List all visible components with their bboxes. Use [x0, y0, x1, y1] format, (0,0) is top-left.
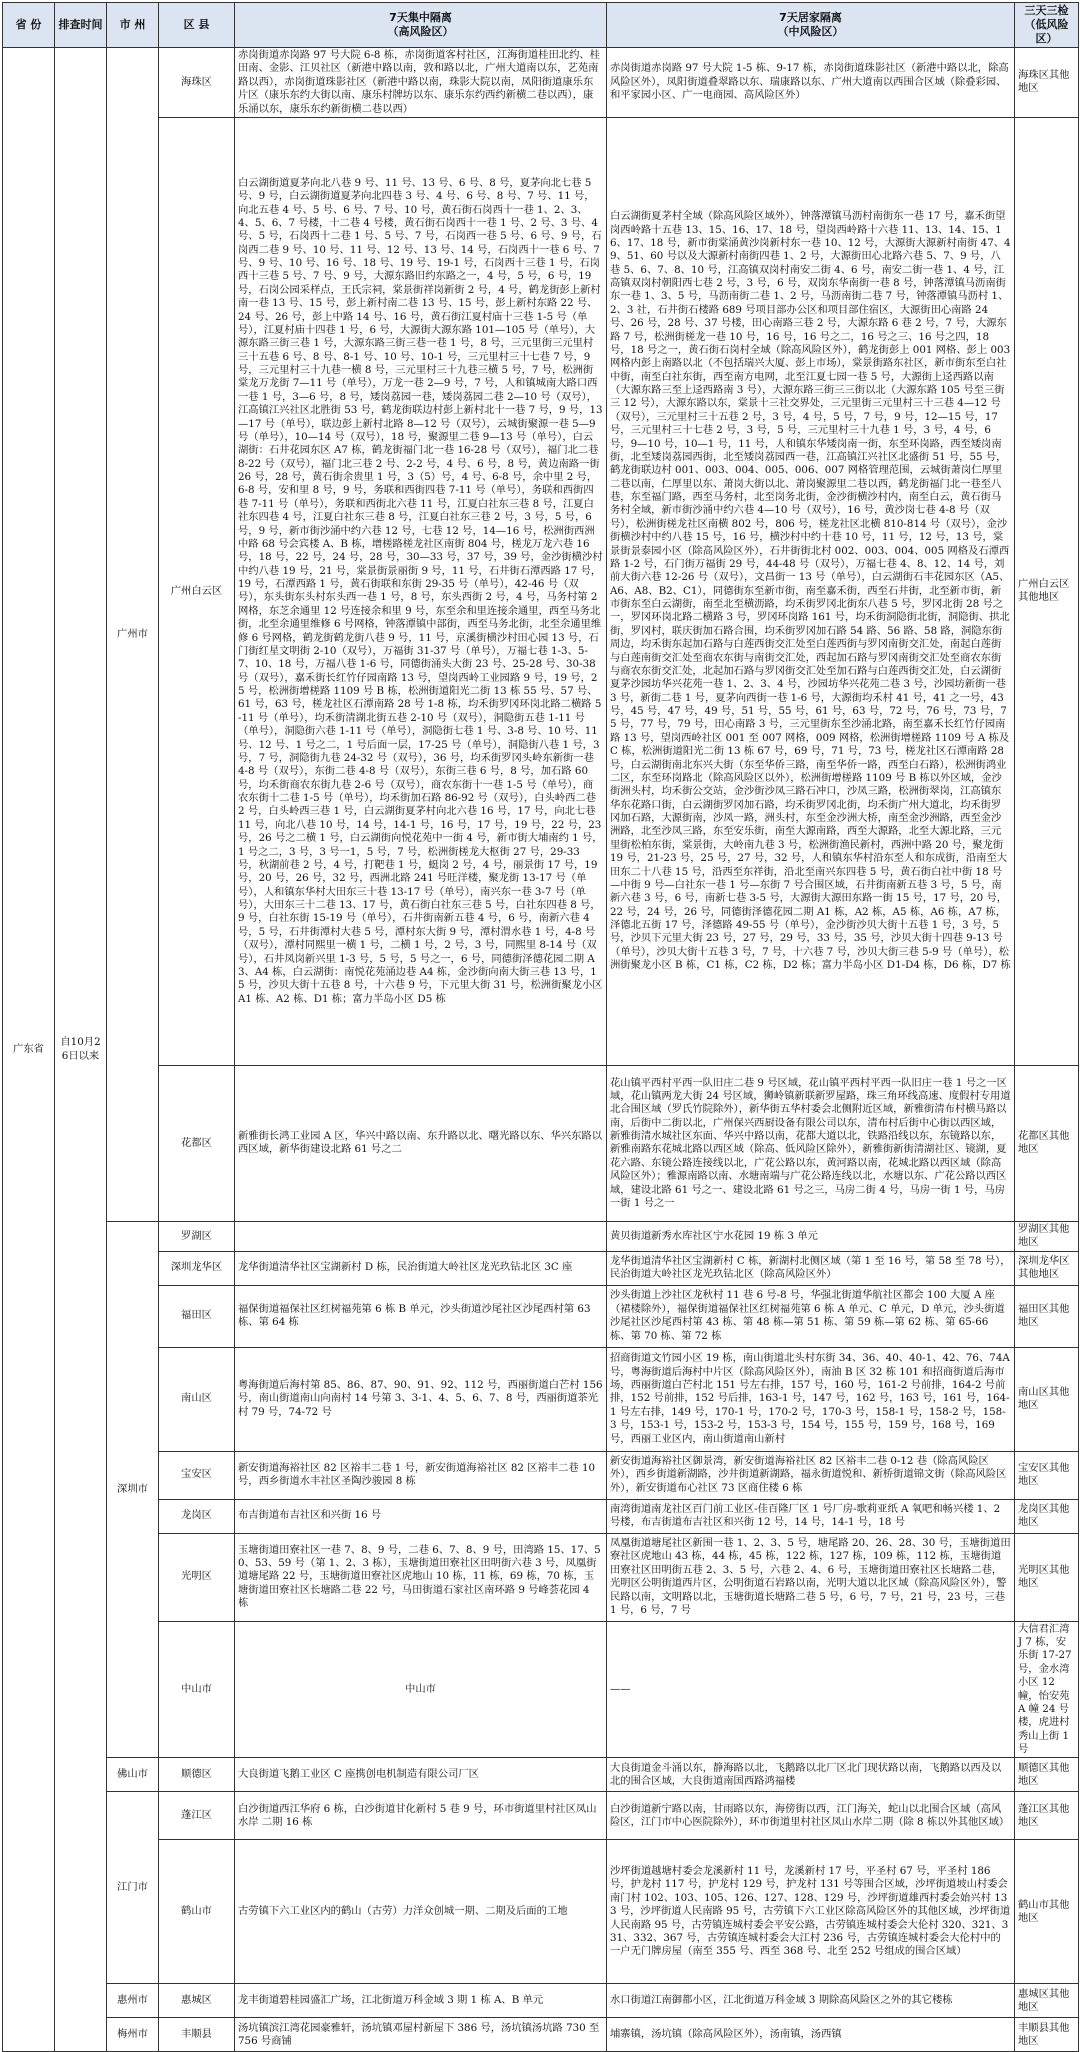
low-risk-cell: 宝安区其他地区: [1015, 1451, 1079, 1499]
district-cell: 龙岗区: [159, 1499, 235, 1533]
district-cell: 南山区: [159, 1347, 235, 1451]
low-risk-cell: 惠城区其他地区: [1015, 1984, 1079, 2018]
city-guangzhou: 广州市: [107, 48, 159, 1222]
table-row: [3, 1347, 1079, 1451]
header-district: 区 县: [159, 3, 235, 48]
table-row: [3, 1533, 1079, 1621]
mid-risk-cell: 凤凰街道塘尾社区新围一巷 1、2、3、5 号，塘尾路 20、26、28、30 号，玉塘街道田寮社区虎地山 43 栋，44 栋，45 栋，122 栋，127 栋，109 栋，112 栋，玉塘街道田寮社区田明街五巷 2、3、5 号，六巷 2、4、6 号，玉塘街道田寮社区长塘路二巷，光明区公明街道西片区，公明街道石岩路以南，光明大道以北区域（除高风险区外），警民路以南，文明路以北，玉塘街道长塘路二巷 5 号，6 号，7 号，21 号，23 号，三巷 1 号，6 号，7 号: [607, 1533, 1015, 1621]
low-risk-cell: 蓬江区其他地区: [1015, 1792, 1079, 1840]
mid-risk-cell: 龙华街道清华社区宝湖新村 C 栋，新湖村北侧区域（第 1 至 16 号，第 58 至 78 号），民治街道大岭社区龙光玖钻北区（除高风险区外）: [607, 1251, 1015, 1285]
district-cell: 顺德区: [159, 1758, 235, 1792]
table-row: [3, 1984, 1079, 2018]
high-risk-cell: 大良街道飞鹅工业区 C 座携创电机制造有限公司厂区: [235, 1758, 607, 1792]
city-meizhou: 梅州市: [107, 2018, 159, 2052]
mid-risk-cell: 黄贝街道新秀水库社区宁水花园 19 栋 3 单元: [607, 1221, 1015, 1251]
mid-risk-cell: 白云湖街夏茅村全域（除高风险区域外），钟落潭镇马沥村南街东一巷 17 号，嘉禾街望岗西岭路十五巷 13、15、16、17、18 号，望岗西岭路十六巷 11、13、14、15、16、17、18 号，新市街棠涌黄沙岗新村东一巷 10、12 号，大源街大源新村南街 47、49、51、60 号以及大源新村南街四巷 1、2 号，大源街田心北路六巷 5、7、9 号，八巷 5、6、7、8、10 号，江高镇双岗村南安二街 4、6 号，南安二街一巷 1、4 号，江高镇双岗村朝阳西七巷 2 号，3 号，6 号，双岗东华南街一巷 8 号，钟落潭镇马沥南街东一巷 1、3、5 号，马沥南街二巷 1、2 号，马沥南街二巷 7 号，钟落潭镇马沥村 1、2、3 社，石井街石楼路 689 号项目部办公区和项目部住宿区，大源街田心南路 24 号、26 号，28 号、37 号楼，田心南路三巷 2 号，大源东路 6 巷 2 号，7 号，大源东路 7 号，松洲街槎龙一巷 10 号，16 号，16 号之二，16 号之三、16 号之四，18 号，18 号之一，黄石街石岗村全域（除高风险区外），鹤龙街彭上 001 网格、彭上 003 网格内彭上南路以北（不包括瑞兴大厦、彭上市场），棠景街路东社区，新市街东至白社中街，南至白社东街，西至南方电网，北至江夏七园一巷 5 号，大源街上迳西路以南（大源东路三至上迳西路南 3 号），大源东路三街三三街以北（大源东路 105 号至三街三 12 号），大源东路以东，棠景十三社交界处，三元里街三元里村三十三巷 4—12 号（双号），三元里村三十五巷 2 号，3 号，4 号，5 号，7 号，9 号，12—15 号，17 号，三元里村三十七巷 2 号，3 号，5 号，三元里村三十九巷 1 号，3 号，4 号，6 号，9—10 号，10—1 号，11 号，人和镇东华矮岗南一街，东至环岗路，西至矮岗南街，北至矮岗荔园西街，北至矮岗荔园西一巷，江高镇江兴社区北盛街 51 号，55 号，鹤龙街联边村 001、003、004、005、006、007 网格管理范围，云城街萧岗仁厚里二巷以南，仁厚里以东、萧岗大街以北、萧岗聚源里二巷以西，鹤龙街福门北一巷至八巷，东至福门路，西至马务村，北至岗务北街，金沙街横沙村内，南至白云，黄石街马务村全域，新市街沙涌中约六巷 4—10 号（双号），16 号，黄沙岗七巷 4-8 号（双号），松洲街槎龙社区南横 802 号，806 号，槎龙社区北横 810-814 号（双号），金沙街横沙村中约八巷 15 号，16 号，横沙村中约十巷 10 号，11 号，12 号，13 号，棠景街景泰园小区（除高风险区外），石井街街北村 002、003、004、005 网格及石潭西路 1-2 号，石门街万福街 29 号，44-48 号（双号），万福七巷 4、8、12、14 号，刘前大街六巷 12-26 号（双号），文昌街一 13 号（单号），白云湖街石丰花园东区（A5、A6、A8、B2、C1），同德街东至新市街，南至嘉禾街，西至石井街，北至新市街，新市街东至白云湖街，南至北至横沥路，均禾街罗冈北街东八巷 5 号，罗冈北街 28 号之一，罗冈环岗北路二横路 3 号，罗冈环岗路 161 号，均禾街洞隐街北街，洞隐街、拱北街，罗冈村，联庆街加石路合围，均禾街罗冈加石路 54 路、56 路、58 路，洞隐东街周边，均禾街东起加石路与白莲西街交汇处至白莲西街与罗冈南街交汇处，南起白莲街与白莲南街交汇处至商农东街与南街交汇处，西起加石路与罗冈南街交汇处至商农东街与商农东街交汇处，北起加石路与罗冈街交汇处至加石路与白莲西街交汇处，白云湖街夏茅沙园坊华兴花苑一巷 1、2、3、4 号，沙园坊华兴花苑二巷 3 号，沙园坊新街一巷 3 号，新街二巷 1 号，夏茅向西街一巷 1-6 号，大源街均禾村 41 号，41 之一号，43 号，45 号，47 号，49 号，51 号，55 号，61 号，63 号，72 号，76 号，73 号，75 号，77 号，79 号，田心南路 3 号，三元里街东至沙涌北路，南至嘉禾长红竹仔园南路 13 号，望岗西岭社区 001 至 007 网格，009 网格，松洲街增槎路 1109 号 A 栋及 C 栋，松洲街道阳光二街 13 栋 67 号，69 号，71 号，73 号，槎龙社区石潭南路 28 号，白云湖街南北东兴大街（东至华侨三路，南至华侨一路，西至白石路），松洲街鸿业二区，东至环岗路北（除高风险区以外），松洲街增槎路 1109 号 B 栋以外区域，金沙街洲头村，均禾街公交站，金沙街沙凤三路石冲口，沙凤三路，松洲街翠岗，江高镇东华东花路口街，白云湖街罗冈加石路，均禾街罗冈北街，均禾街广州大道北，均禾街罗冈加石路，大源街南，沙凤一路，洲头村，东至金沙洲大桥，南至金沙洲路，西至金沙洲路，北至沙凤三路，东至安乐街，南至大源南路，西至大源路，北至大源北路，三元里街松柏东街，棠景街，大岭南九巷 3 号，松洲街渔民新村，西洲中路 20 号，聚龙街 19 号，21-23 号，25 号，27 号，32 号，人和镇东华村沿东至人和东成街，沿南至大田东二十八巷 15 号，沿西至东祥街，沿北至南兴东四巷 5 号，黄石街白社中街 18 号—中街 9 号—白社东一巷 1 号—东街 7 号合围区域，石井街南新五巷 3 号，5 号，南新六巷 3 号，6 号，南新七巷 3-5 号，大源街大源田东路一街 15 号，17 号，20 号，22 号，24 号，26 号，同德街泽德花园二期 A1 栋，A2 栋，A5 栋，A6 栋，A7 栋，泽德北五街 17 号，泽德路 49-55 号（单号），金沙街沙贝大街十五巷 1 号，3 号，5 号，沙贝下元里大街 23 号，27 号，29 号，33 号，35 号，沙贝大街十四巷 9-13 号（单号），沙贝大街十五巷 3 号，7 号，十六巷 7 号，沙贝大街三巷 5-9 号（单号），松洲街聚龙小区 B 栋，C1 栋，C2 栋，D2 栋；富力半岛小区 D1-D4 栋，D6 栋，D7 栋: [607, 117, 1015, 1065]
city-huizhou: 惠州市: [107, 1984, 159, 2018]
low-risk-cell: 广州白云区其他地区: [1015, 117, 1079, 1065]
mid-risk-cell: 南湾街道南龙社区百门前工业区-佳百隆厂区 1 号厂房-歌莉亚纸 A 氧吧和畅兴楼 1、2 号楼，布吉街道布吉社区和兴街 12 号，14 号，14-1 号，18 号: [607, 1499, 1015, 1533]
low-risk-cell: 龙岗区其他地区: [1015, 1499, 1079, 1533]
low-risk-cell: 福田区其他地区: [1015, 1285, 1079, 1347]
city-foshan: 佛山市: [107, 1758, 159, 1792]
district-cell: 海珠区: [159, 48, 235, 118]
district-cell: 福田区: [159, 1285, 235, 1347]
high-risk-cell: 白沙街道西江华府 6 栋，白沙街道甘化新村 5 巷 9 号，环市街道里村社区凤山水岸 二期 16 栋: [235, 1792, 607, 1840]
header-low-risk: 三天三检 （低风险区）: [1015, 3, 1079, 48]
mid-risk-cell: 花山镇平西村平西一队旧庄二巷 9 号区域，花山镇平西村平西一队旧庄一巷 1 号之一区域，花山镇两龙大街 24 号区域，狮岭镇新联新罗屋路，珠三角环线高速、度假村专用道北合围区域（罗氏竹院除外），新华街五华村委会北侧附近区域，新雅街清布村横马路以南，后街中二街以北，广州保兴西厨设备有限公司以东，清布村后街中心街以西区域，新雅街清水城社区东面、华兴中路以南，花都大道以北，铁路沿线以东，东镜路以东，新雅南路东花城北路以西区域（除高、低风险区除外），新雅街新街清湖社区、镜湖，夏花六路、东镜公路连接线以北，广花公路以东，黄河路以南，花城北路以西区域（除高风险区外）；雅源南路以南、水塘南端与广花公路连线以北，水塘以东、广花公路以西区域，建设北路 61 号之一、建设北路 61 号之三，马房二街 4 号，马房一街 1 号，马房一街 1 号之一: [607, 1065, 1015, 1221]
table-row: [3, 1758, 1079, 1792]
low-risk-cell: 丰顺县其他地区: [1015, 2018, 1079, 2052]
low-risk-cell: 海珠区其他地区: [1015, 48, 1079, 118]
mid-risk-cell: 赤岗街道赤岗路 97 号大院 1-5 栋、9-17 栋，赤岗街道珠影社区（新港中路以北，除高风险区外），凤阳街道叠翠路以东、瑞康路以东、广州大道南以西围合区域（除叠彩园、和平家园小区、广一电商园、高风险区外）: [607, 48, 1015, 118]
low-risk-cell: 花都区其他地区: [1015, 1065, 1079, 1221]
high-risk-cell: 福保街道福保社区红树福苑第 6 栋 B 单元，沙头街道沙尾社区沙尾西村第 63 栋、第 64 栋: [235, 1285, 607, 1347]
mid-risk-cell: 新安街道海裕社区御景湾，新安街道海裕社区 82 区裕丰二巷 0-12 巷（除高风险区外），西乡街道新湖路，沙井街道新湖路，福永街道悦和、新桥街道锦文街（除高风险区外），新安街道布心社区 73 区商住楼 6 栋: [607, 1451, 1015, 1499]
header-high-risk: 7天集中隔离 （高风险区）: [235, 3, 607, 48]
table-row: [3, 1251, 1079, 1285]
district-cell: 中山市: [235, 1621, 607, 1758]
table-row: [3, 1221, 1079, 1251]
city-shenzhen: 深圳市: [107, 1221, 159, 1758]
high-risk-cell: 汤坑镇滨江湾花园豪雅轩，汤坑镇邓屋村新屋下 386 号，汤坑镇汤坑路 730 至 756 号商铺: [235, 2018, 607, 2052]
time-cell: 自10月26日以来: [55, 48, 107, 2052]
mid-risk-cell: 大良街道金斗涌以东，静海路以北，飞鹅路以北厂区北门现状路以南，飞鹅路以西及以北的围合区域，大良街道南国西路鸿福楼: [607, 1758, 1015, 1792]
mid-risk-cell: 埔寨镇，汤坑镇（除高风险区外），汤南镇，汤西镇: [607, 2018, 1015, 2052]
table-row: [3, 1840, 1079, 1984]
high-risk-cell: 赤岗街道赤岗路 97 号大院 6-8 栋，赤岗街道客村社区，江海街道桂田北约、桂田南、金影、江贝社区（新港中路以南，敦和路以北，广州大道南以东，艺苑南路以西），赤岗街道珠影社区（新港中路以南，珠影大院以南，凤阳街道康乐东片区（康乐东约大街以南、康乐村牌坊以东、康乐东约西约新横二巷以西），康乐涌以东，康乐东约新街横二巷以西）: [235, 48, 607, 118]
table-row: [3, 117, 1079, 1065]
header-time: 排查时间: [55, 3, 107, 48]
low-risk-cell: 罗湖区其他地区: [1015, 1221, 1079, 1251]
low-risk-cell: 南山区其他地区: [1015, 1347, 1079, 1451]
table-row: [3, 1792, 1079, 1840]
high-risk-cell: 龙华街道清华社区宝湖新村 D 栋，民治街道大岭社区龙光玖钻北区 3C 座: [235, 1251, 607, 1285]
table-row: [3, 2018, 1079, 2052]
high-risk-cell: ——: [607, 1621, 1015, 1758]
low-risk-cell: 深圳龙华区其他地区: [1015, 1251, 1079, 1285]
high-risk-cell: 龙丰街道碧桂园盛汇广场，江北街道万科金域 3 期 1 栋 A、B 单元: [235, 1984, 607, 2018]
city-jiangmen: 江门市: [107, 1792, 159, 1984]
mid-risk-cell: 白沙街道新宁路以南，甘雨路以东，海傍街以西，江门海关，蛇山以北围合区域（高风险区，江门市中心医院除外），环市街道里村社区凤山水岸二期（除 8 栋以外其他区域）: [607, 1792, 1015, 1840]
mid-risk-cell: 沙头街道上沙社区龙秋村 11 巷 6 号-8 号，华强北街道华航社区都会 100 大厦 A 座（裙楼除外），福保街道福保社区红树福苑第 6 栋 A 单元、C 单元，D 单元，沙头街道沙尾社区沙尾西村第 43 栋、第 48 栋—第 51 栋、第 59 栋—第 62 栋、第 65-66 栋、第 70 栋、第 72 栋: [607, 1285, 1015, 1347]
district-cell: 花都区: [159, 1065, 235, 1221]
district-cell: 广州白云区: [159, 117, 235, 1065]
table-row: [3, 1621, 1079, 1758]
low-risk-cell: 光明区其他地区: [1015, 1533, 1079, 1621]
high-risk-cell: 新安街道海裕社区 82 区裕丰二巷 1 号，新安街道海裕社区 82 区裕丰二巷 10 号，西乡街道水丰社区圣陶沙骏园 8 栋: [235, 1451, 607, 1499]
mid-risk-cell: 水口街道江南御都小区，江北街道万科金域 3 期除高风险区之外的其它楼栋: [607, 1984, 1015, 2018]
header-city: 市 州: [107, 3, 159, 48]
high-risk-cell: 玉塘街道田寮社区一巷 7、8、9 号，二巷 6、7、8、9 号，田湾路 15、17、50、53、59 号（第 1、2、3 栋），玉塘街道田寮社区田明街六巷 3 号，凤凰街道塘尾路 22 号，玉塘街道田寮社区虎地山 10 栋，11 栋，69 栋，70 栋，玉塘街道田寮社区长塘路二巷 22 号，马田街道石家社区南环路 9 号峰荟花园 4 栋: [235, 1533, 607, 1621]
header-province: 省 份: [3, 3, 55, 48]
district-cell: 惠城区: [159, 1984, 235, 2018]
high-risk-cell: 新雅街长鸿工业园 A 区，华兴中路以南、东升路以北、曙光路以东、华兴东路以西区域，新华街建设北路 61 号之二: [235, 1065, 607, 1221]
table-row: [3, 1065, 1079, 1221]
header-row: [3, 3, 1079, 48]
low-risk-cell: 鹤山市其他地区: [1015, 1840, 1079, 1984]
mid-risk-cell: 招商街道文竹园小区 19 栋，南山街道北头村东街 34、36、40、40-1、42、76、74A 号，粤海街道后海村中片区（除高风险区外），南油 B 区 32 栋 101 和招商街道后海市场，西丽街道白芒村北 151 号左右排，157 号，160 号，161-2 号前排，164-2 号前排，152 号前排，152 号后排，163-1 号，147 号，162 号，163 号，161 号，164-1 号左右排，149 号，170-1 号，170-2 号，170-3 号，158-1 号，158-2 号，158-3 号，153-1 号，153-2 号，153-3 号，154 号，155 号，159 号，168 号，169 号，西丽工业区内，南山街道南山新村: [607, 1347, 1015, 1451]
high-risk-cell: 古劳镇下六工业区内的鹤山（古劳）力洋众创城一期、二期及后面的工地: [235, 1840, 607, 1984]
district-cell: 丰顺县: [159, 2018, 235, 2052]
high-risk-cell: [235, 1221, 607, 1251]
table-row: [3, 1499, 1079, 1533]
district-cell: 宝安区: [159, 1451, 235, 1499]
risk-area-table: [2, 2, 1079, 2052]
city-zhongshan: 中山市: [159, 1621, 235, 1758]
high-risk-cell: 白云湖街道夏茅向北八巷 9 号、11 号、13 号、6 号、8 号，夏茅向北七巷 5 号、9 号，白云湖街道夏茅向北四巷 3 号、4 号、6 号、8 号、7 号、11 号，向北五巷 4 号、5 号、6 号、7 号、10 号，黄石街石岗西十一巷 1、2、3、4、5、6、7 号楼，十二巷 4 号楼，黄石街石岗西十一巷 1 号、2 号、3 号、4 号、5 号，石岗西十二巷 1 号、5 号、7 号，石岗西一巷 5 号、6 号、9 号，石岗西二巷 9 号、10 号、11 号、12 号、13 号、14 号，石岗西十一巷 6 号、7 号、9 号、10 号、16 号、18 号、19 号、19-1 号，石岗西十三巷 1 号，石岗西十三巷 5 号、7 号、9 号，大源东路旧约东路之一，4 号，5 号，6 号，19 号，石岗公园采样点，王氏宗祠，棠景街祥岗新街 2 号，4 号，鹤龙街彭上新村南一巷 13 号、15 号，彭上新村南二巷 13 号、15 号，彭上新村东路 22 号、24 号、26 号，彭上中路 14 号、16 号，黄石街江夏村庙十三巷 1-5 号（单号），江夏村庙十四巷 1 号，6 号，大源街大源东路 101—105 号（单号），大源东路三街三巷 1 号，大源东路三街三巷一巷 1 号，8 号，三元里街三元里村三十五巷 6 号、8 号、8-1 号、10 号、10-1 号，三元里村三十七巷 7 号，9 号，三元里村三十九巷一横 8 号，三元里村三十九巷三横 5 号，7 号，松洲街棠龙万龙街 7—11 号（单号），万龙一巷 2—9 号，7 号，人和镇城南大路口西一巷 1 号，3—6 号，8 号，矮岗荔园一巷，矮岗荔园二巷 2—10 号（双号），江高镇江兴社区北胜街 53 号，鹤龙街联边村彭上新村北十一巷 7 号，9 号，13—17 号（单号），联边彭上新村北路 8—12 号（双号），云城街聚源一巷 5—9 号（单号），10—14 号（双号），18 号，聚源里二巷 9—13 号（单号），白云湖街：石井花园东区 A7 栋，鹤龙街福门北一巷 16-28 号（双号），福门北二巷 8-22 号（双号），福门北三巷 2 号、2-2 号，4 号、6 号，8 号，黄边南路一街 26 号，28 号，黄石街余贵里 1 号，3（5）号，4 号、6-8 号，余中里 2 号，6-8 号，安和里 8 号，9 号，务联和西街四巷 7-11 号（单号），务联和西街四巷 7-11 号（单号），务联和西街北六巷 11 号，江夏白社东三巷 8 号，江夏白社东四巷 4 号，江夏白社东三巷 8 号，江夏白社东三巷 2 号，3 号，5 号，6 号，9 号，新市街沙涌中约六巷 12 号，七巷 12 号，14—16 号，松洲街西洲中路 68 号会宾楼 A、B 栋，增槎路槎龙社区南街 804 号，槎龙万龙六巷 16 号，18 号，22 号，24 号，28 号，30—33 号，37 号，39 号，金沙街横沙村中约八巷 19 号，21 号，棠景街景丽街 9 号，11 号，石井街石潭西路 17 号，19 号，石潭西路 1 号，黄石街联和东街 29-35 号（单号），42-46 号（双号），东头街东头村东头西一巷 1 号，8 号，东头西街 2 号，4 号，马务村第 2 网格，东芝余通里 12 号连接余和里 9 号，东至余和里连接余通里，西至马务北街，北至余通里维修 6 号网格，钟落潭镇中部街，西至马务北街，北至余通里维修 6 号网格，鹤龙街鹤龙街八巷 9 号，11 号，京溪街横沙村田心园 13 号，石门街红星文明街 2-10（双号），万福街 31-37 号（单号），万福七巷 1-3、5-7、10、18 号，万福八巷 1-6 号，同德街涌头大街 23 号、25-28 号、30-38 号（双号），嘉禾街长红竹仔园南路 13 号，望岗西岭工业园路 9 号，19 号，25 号，松洲街增槎路 1109 号 B 栋，松洲街道阳光二街 13 栋 55 号、57 号、61 号，63 号，槎龙社区石潭南路 28 号 1-8 栋，均禾街罗冈环岗北路二横路 5-11 号（单号），均禾街清湖北街五巷 2-10 号（双号），洞隐街五巷 1-11 号（单号），洞隐街六巷 1-11 号（单号），洞隐街七巷 1 号、3-8 号、10 号、11 号、12 号、1 号之二，1 号后面一层，17-25 号（单号），洞隐街八巷 1 号，3 号，7 号，洞隐街九巷 24-32 号（双号），36 号，均禾街罗冈头岭东新街一巷 4-8 号（双号），东街二巷 4-8 号（双号），东街三巷 6 号，8 号，加石路 60 号，均禾街商农东街九巷 2-6 号（双号），商农东街十一巷 1-5 号（单号），商农东街十二巷 1-5 号（单号），均禾街加石路 86-92 号（双号），白头岭西二巷 2 号，白头岭西三巷 1 号，白云湖街夏茅村向北六巷 16 号，17 号，向北七巷 11 号，向北八巷 10 号，14 号，14-1 号，16 号，17 号，19 号，22 号，23 号，26 号之二横 1 号，白云湖街向悦花苑中一街 4 号，新市街大埔南约 1 号，1 号之二，3 号，3 号一1，5 号，7 号，松洲街槎龙大枢街 27 号，29-33 号，秋湖前巷 2 号，4 号，打靶巷 1 号，蜓岗 2 号，4 号，丽景街 17 号，19 号，20 号，26 号，32 号，西洲北路 241 号旺洋楼，聚龙街 13-17 号（单号），人和镇东华村大田东三十巷 13-17 号（单号），南兴东一巷 3-7 号（单号），大田东三十二巷 13、17 号，黄石街白社东三巷 5 号，白社东四巷 8 号，9 号，白社东街 15-19 号（单号），石井街南新五巷 4 号，6 号，南新六巷 4 号，5 号，石井街潭村大巷 5 号，潭村东大街 9 号，潭村渭水巷 1 号，4-8 号（双号），潭村同熙里一横 1 号，二横 1 号，2 号，3 号，同熙里 8-14 号（双号），石井凤岗新兴里 1-3 号，5 号，5 号之一，6 号，同德街泽德花园二期 A3、A4 栋，白云湖街：南悦花苑涌边巷 A4 栋，金沙街向南大街三巷 13 号，15 号，沙贝大街十五巷 8 号，十六巷 9 号，下元里大街 31 号，松洲街聚龙小区 A1 栋、A2 栋、D1 栋；富力半岛小区 D5 栋: [235, 117, 607, 1065]
table-row: [3, 48, 1079, 118]
mid-risk-cell: 沙坪街道越塘村委会龙溪新村 11 号，龙溪新村 17 号，平圣村 67 号，平圣村 186 号，护龙村 117 号，护龙村 129 号，护龙村 131 号等围合区域，沙坪街道坡山村委会南门村 102、103、105、126、127、128、129 号，沙坪街道雄西村委会始兴村 133 号，沙坪街道人民南路 95 号，古劳镇下六工业区除高风险区外的其他区域，沙坪街道人民南路 95 号，古劳镇连城村委会平安公路，古劳镇连城村委会大伦村 320、321、331、332、367 号，古劳镇连城村委会大江村 236 号，古劳镇连城村委会大伦村中的一户无门牌房屋（南至 355 号、西至 368 号、北至 252 号组成的围合区域）: [607, 1840, 1015, 1984]
district-cell: 罗湖区: [159, 1221, 235, 1251]
high-risk-cell: 布吉街道布吉社区和兴街 16 号: [235, 1499, 607, 1533]
district-cell: 光明区: [159, 1533, 235, 1621]
table-row: [3, 1285, 1079, 1347]
low-risk-cell: 顺德区其他地区: [1015, 1758, 1079, 1792]
high-risk-cell: 粤海街道后海村第 85、86、87、90、91、92、112 号，西丽街道白芒村 156 号，南山街道南山向南村 14 号第 3、3-1、4、5、6、7、8 号，西丽街道茶光村 79 号，74-72 号: [235, 1347, 607, 1451]
table-row: [3, 1451, 1079, 1499]
province-cell: 广东省: [3, 48, 55, 2052]
district-cell: 鹤山市: [159, 1840, 235, 1984]
mid-risk-cell: 大信君汇湾 J 7 栋，安乐街 17-27 号，金水湾小区 12 幢，怡安苑 A 幢 24 号楼，虎进村秀山上街 1 号: [1015, 1621, 1079, 1758]
district-cell: 蓬江区: [159, 1792, 235, 1840]
header-mid-risk: 7天居家隔离 （中风险区）: [607, 3, 1015, 48]
district-cell: 深圳龙华区: [159, 1251, 235, 1285]
page: [0, 2, 1080, 2047]
